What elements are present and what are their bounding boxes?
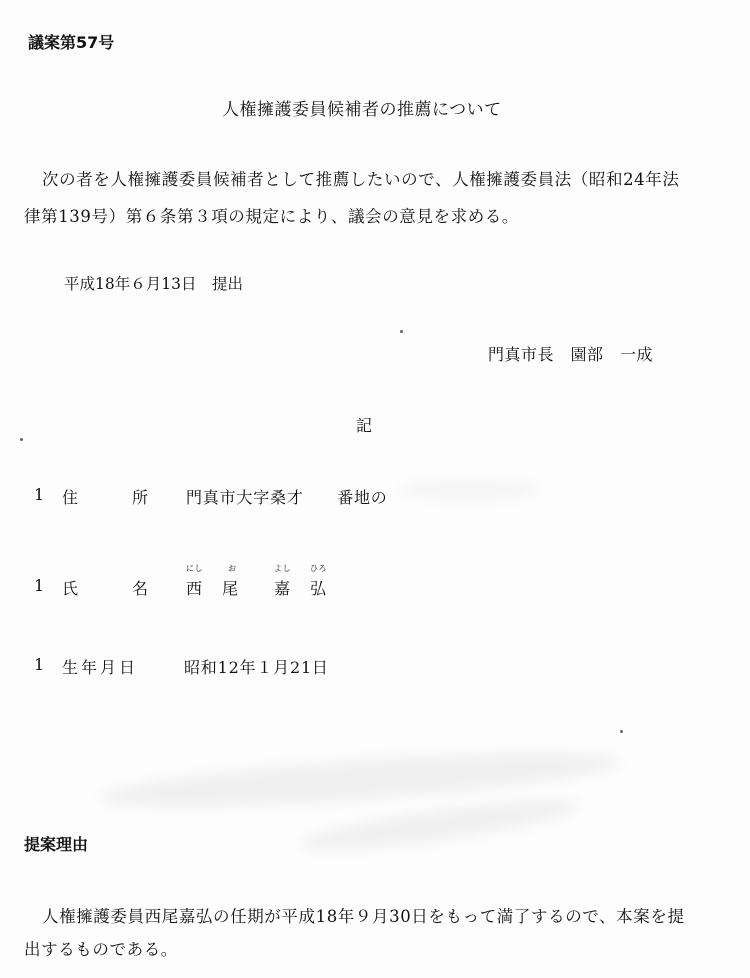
submission-date: 平成18年６月13日 提出	[64, 275, 243, 293]
intro-text-line: 律第139号）第６条第３項の規定により、議会の意見を求める。	[24, 207, 519, 226]
address-value: 門真市大字桑才 番地の	[186, 488, 388, 507]
name-char: 尾	[222, 579, 239, 598]
scan-speck	[620, 730, 623, 733]
name-ruby: よし	[274, 564, 291, 573]
name-ruby: にし	[186, 564, 203, 573]
reason-heading: 提案理由	[24, 835, 89, 854]
scan-speck	[20, 438, 23, 441]
birthdate-value: 昭和12年１月21日	[184, 658, 329, 677]
address-label-char: 住	[62, 488, 79, 507]
submitter-name: 門真市長 園部 一成	[488, 345, 654, 364]
name-label-char: 名	[132, 579, 149, 598]
intro-text-line: 次の者を人権擁護委員候補者として推薦したいので、人権擁護委員法（昭和24年法	[42, 170, 680, 189]
item-number: 1	[34, 576, 45, 595]
name-ruby: ひろ	[310, 564, 327, 573]
item-number: 1	[34, 485, 45, 504]
document-title: 人権擁護委員候補者の推薦について	[222, 100, 502, 120]
name-label-char: 氏	[62, 579, 79, 598]
item-number: 1	[34, 655, 45, 674]
scan-smudge	[400, 480, 540, 500]
scan-speck	[400, 330, 403, 333]
reason-text-line: 人権擁護委員西尾嘉弘の任期が平成18年９月30日をもって満了するので、本案を提	[42, 907, 685, 926]
bill-number: 議案第57号	[28, 33, 115, 52]
reason-text-line: 出するものである。	[24, 940, 178, 959]
address-label-char: 所	[132, 488, 149, 507]
name-ruby: お	[228, 564, 237, 573]
name-char: 嘉	[274, 579, 291, 598]
name-char: 西	[186, 579, 203, 598]
name-char: 弘	[310, 579, 327, 598]
ki-heading: 記	[356, 416, 373, 435]
birthdate-label: 生年月日	[62, 658, 139, 677]
